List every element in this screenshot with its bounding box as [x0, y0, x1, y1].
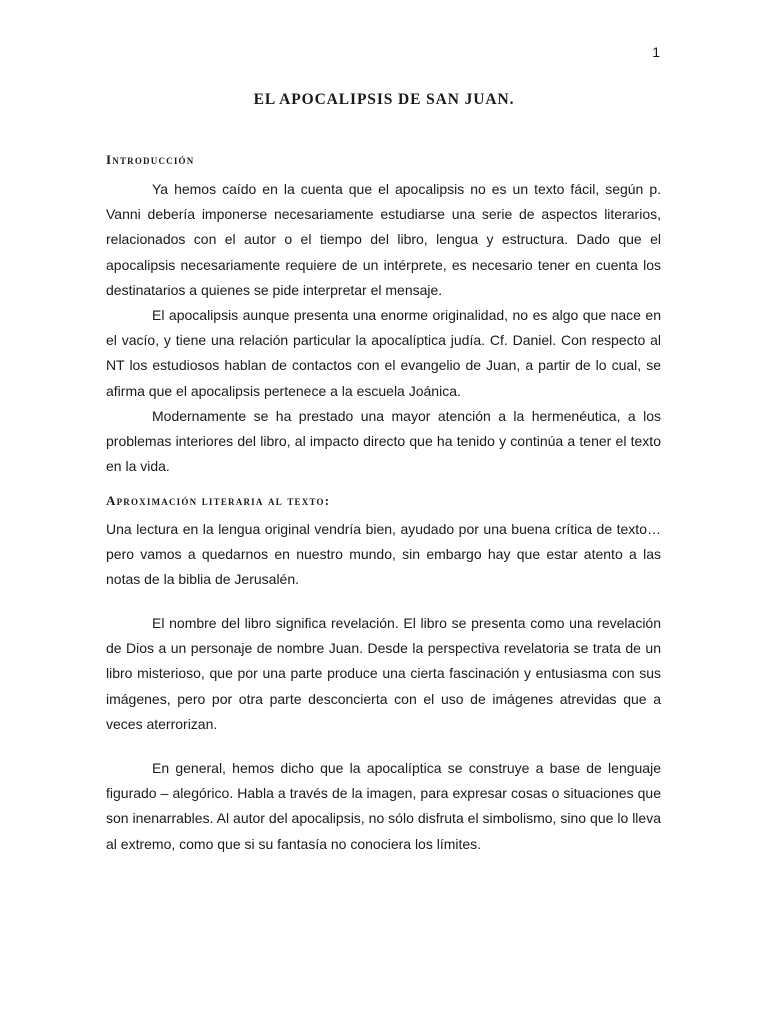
- paragraph: Ya hemos caído en la cuenta que el apocalipsis no es un texto fácil, según p. Vanni debería imponerse necesariamente estudiarse una serie de aspectos literarios, relacionados con el autor o el tiempo del libro, lengua y estructura. Dado que el apocalipsis necesariamente requiere de un intérprete, es necesario tener en cuenta los destinatarios a quienes se pide interpretar el mensaje.: [106, 181, 661, 298]
- paragraph: En general, hemos dicho que la apocalíptica se construye a base de lenguaje figurado – alegórico. Habla a través de la imagen, para expresar cosas o situaciones que son inenarrables. Al autor del apocalipsis, no sólo disfruta el simbolismo, sino que lo lleva al extremo, como que si su fantasía no conociera los límites.: [106, 760, 661, 852]
- paragraph: El apocalipsis aunque presenta una enorme originalidad, no es algo que nace en el vacío, y tiene una relación particular la apocalíptica judía. Cf. Daniel. Con respecto al NT los estudiosos hablan de contactos con el evangelio de Juan, a partir de lo cual, se afirma que el apocalipsis pertenece a la escuela Joánica.: [106, 307, 661, 399]
- paragraph: Una lectura en la lengua original vendría bien, ayudado por una buena crítica de texto… pero vamos a quedarnos en nuestro mundo, sin embargo hay que estar atento a las notas de la biblia de Jerusalén.: [106, 521, 661, 588]
- section-heading-aproximacion: Aproximación literaria al texto:: [106, 493, 331, 508]
- section-heading-introduccion: Introducción: [106, 152, 195, 167]
- page-number: 1: [652, 44, 660, 60]
- paragraph: Modernamente se ha prestado una mayor atención a la hermenéutica, a los problemas interiores del libro, al impacto directo que ha tenido y continúa a tener el texto en la vida.: [106, 408, 661, 475]
- paragraph: El nombre del libro significa revelación. El libro se presenta como una revelación de Dios a un personaje de nombre Juan. Desde la perspectiva revelatoria se trata de un libro misterioso, que por una parte produce una cierta fascinación y entusiasma con sus imágenes, pero por otra parte desconcierta con el uso de imágenes atrevidas que a veces aterrorizan.: [106, 615, 661, 732]
- document-title: EL APOCALIPSIS DE SAN JUAN.: [253, 91, 515, 108]
